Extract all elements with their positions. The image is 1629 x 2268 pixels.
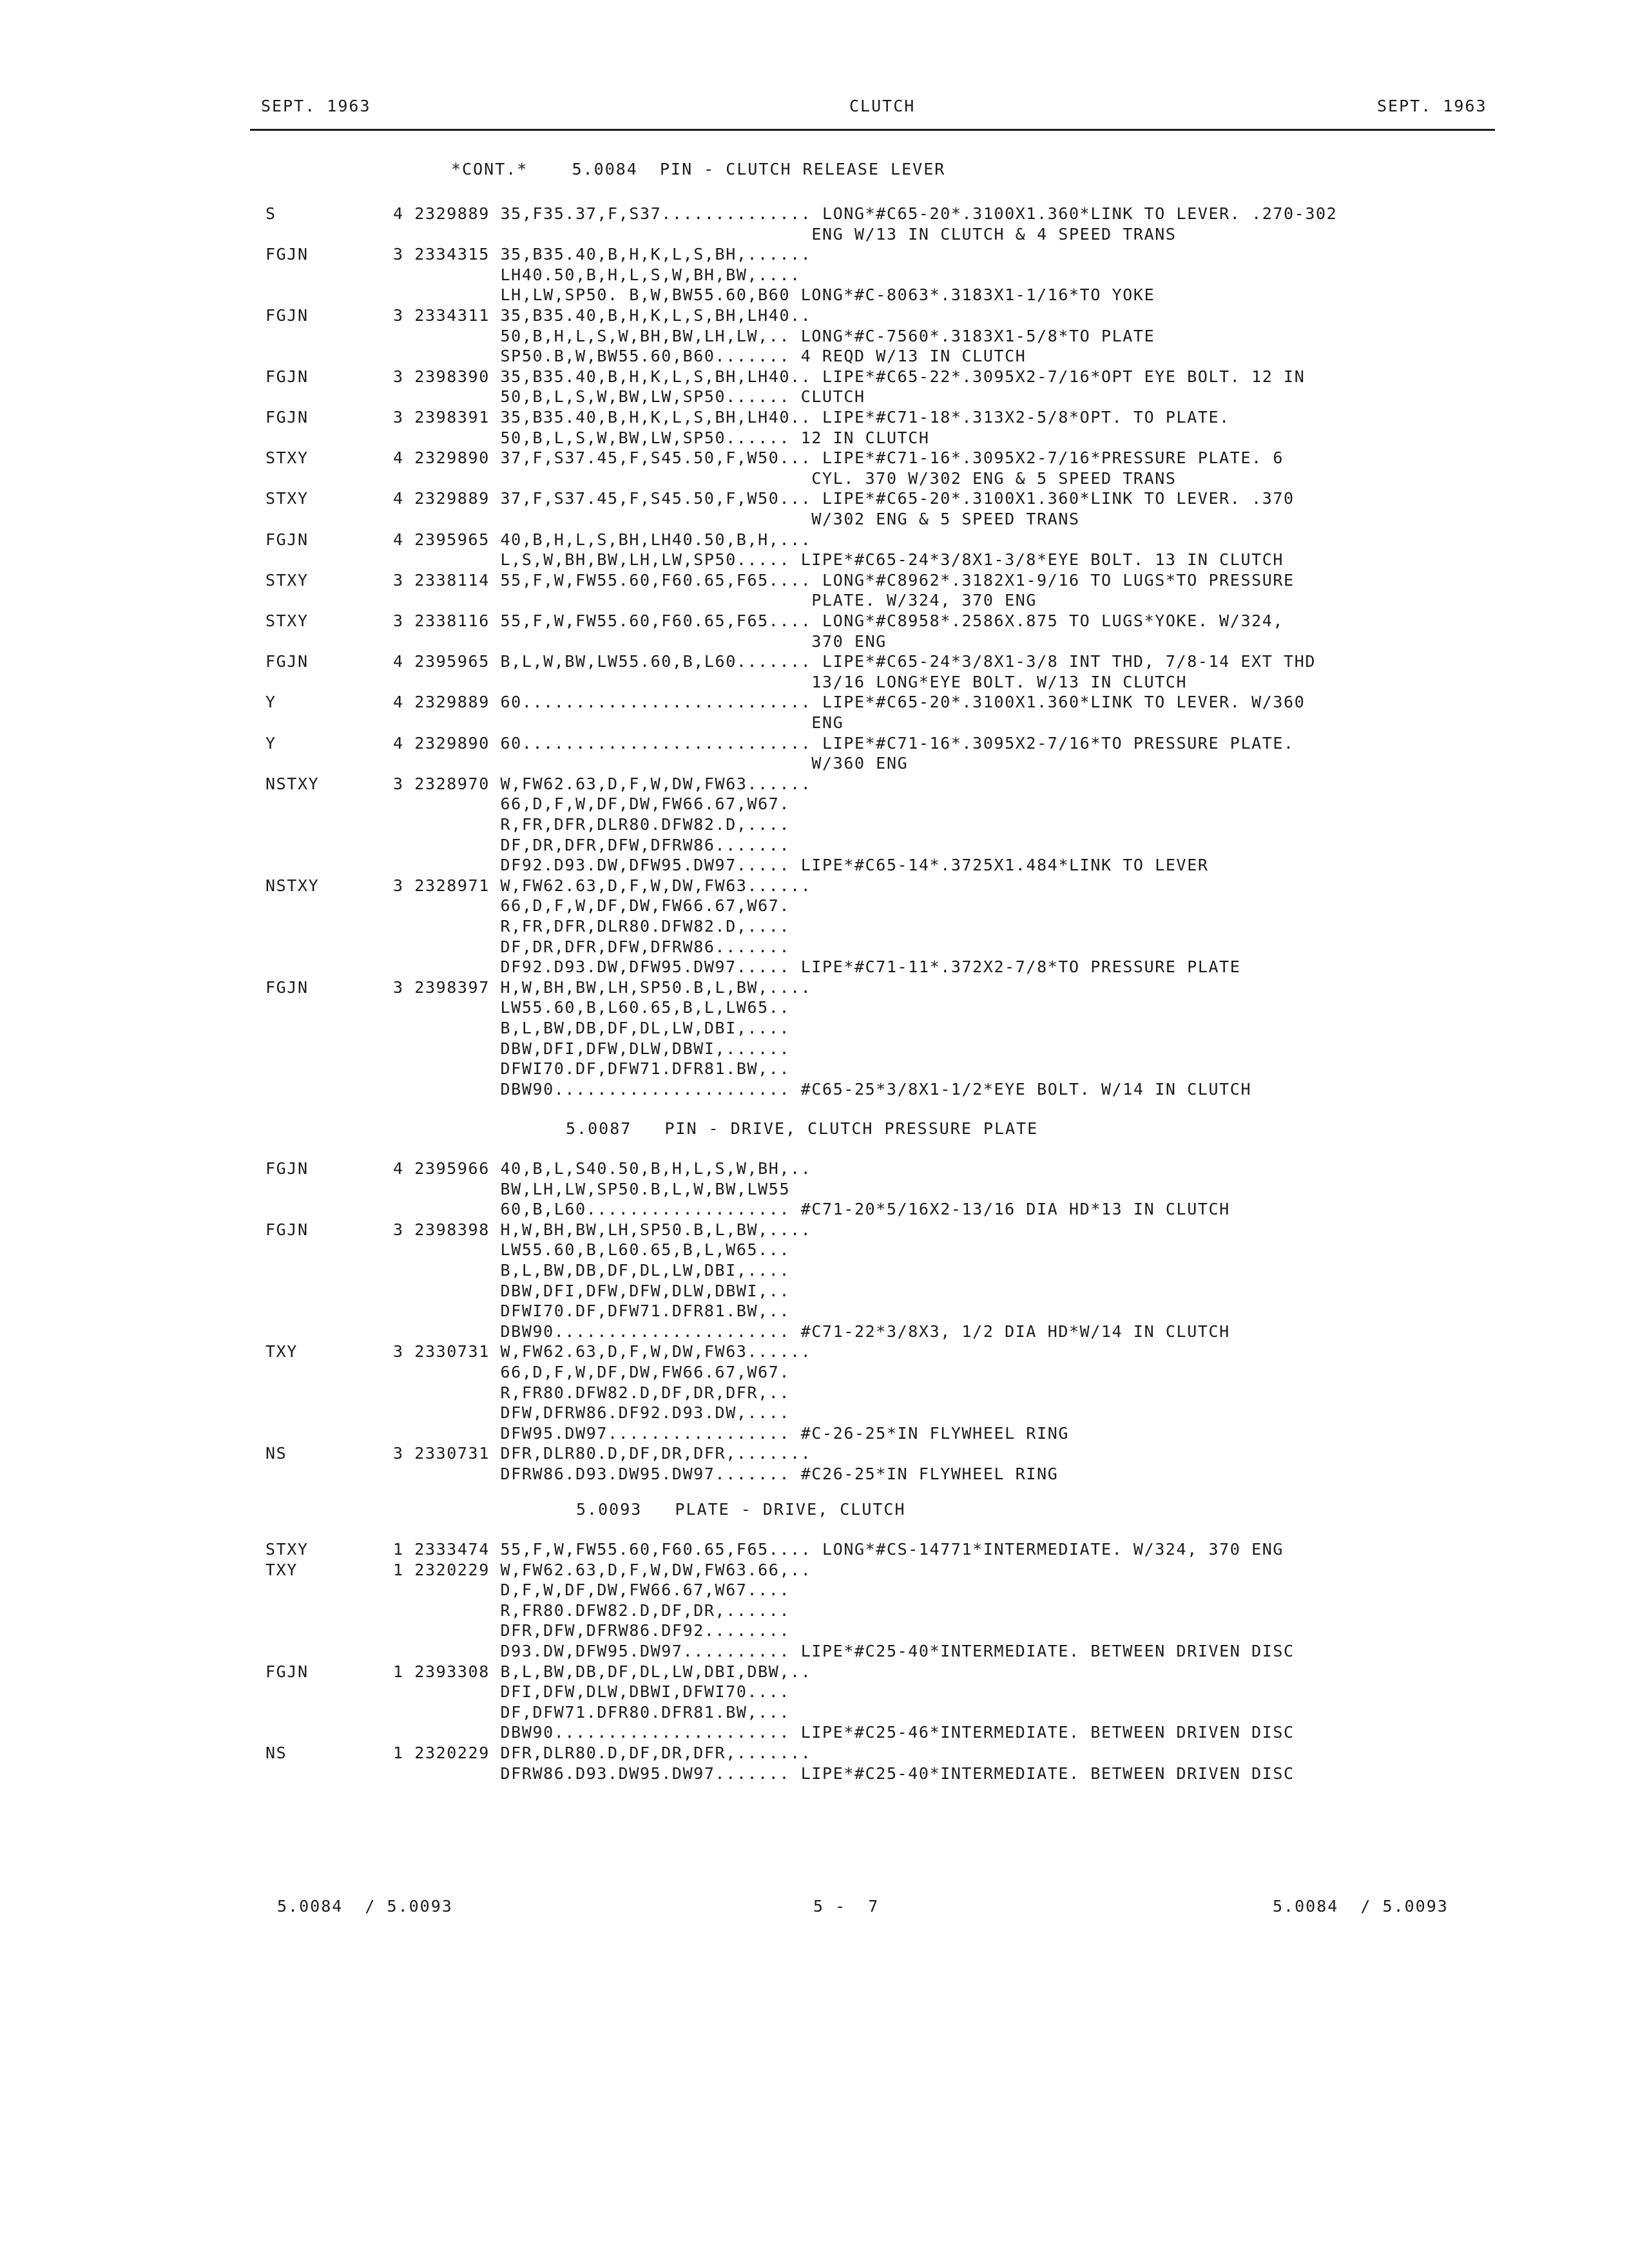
entry-line: R,FR,DFR,DLR80.DFW82.D,....	[393, 815, 791, 834]
entry-code: FGJN	[265, 306, 309, 325]
entry-code: FGJN	[265, 977, 309, 997]
entry-code: FGJN	[265, 1662, 309, 1681]
entry-line: 50,B,L,S,W,BW,LW,SP50...... 12 IN CLUTCH	[393, 428, 930, 447]
entry-line: 50,B,H,L,S,W,BH,BW,LH,LW,.. LONG*#C-7560*.3183X1-5/8*TO PLATE	[393, 326, 1155, 345]
entry-line: 3 2328971 W,FW62.63,D,F,W,DW,FW63......	[393, 876, 812, 895]
entry-line: 4 2395965 B,L,W,BW,LW55.60,B,L60....... LIPE*#C65-24*3/8X1-3/8 INT THD, 7/8-14 EXT THD	[393, 652, 1316, 671]
entry-line: 3 2398390 35,B35.40,B,H,K,L,S,BH,LH40.. LIPE*#C65-22*.3095X2-7/16*OPT EYE BOLT. 12 IN	[393, 367, 1306, 386]
entry-line: D,F,W,DF,DW,FW66.67,W67....	[393, 1581, 791, 1600]
section-title: *CONT.* 5.0084 PIN - CLUTCH RELEASE LEVER	[451, 160, 946, 178]
entry-line: R,FR80.DFW82.D,DF,DR,......	[393, 1600, 791, 1620]
entry-line: DBW90...................... #C71-22*3/8X3, 1/2 DIA HD*W/14 IN CLUTCH	[393, 1321, 1230, 1341]
entry-line: DFR,DFW,DFRW86.DF92........	[393, 1621, 791, 1640]
entry-line: ENG W/13 IN CLUTCH & 4 SPEED TRANS	[393, 224, 1177, 244]
footer-right: 5.0084 / 5.0093	[1273, 1897, 1449, 1916]
entry-line: 370 ENG	[393, 631, 887, 651]
entry-code: FGJN	[265, 408, 309, 427]
entry-line: DF92.D93.DW,DFW95.DW97..... LIPE*#C71-11*.372X2-7/8*TO PRESSURE PLATE	[393, 957, 1241, 977]
entry-line: LH,LW,SP50. B,W,BW55.60,B60 LONG*#C-8063*.3183X1-1/16*TO YOKE	[393, 285, 1155, 305]
entry-code: TXY	[265, 1342, 298, 1361]
entry-line: 60,B,L60................... #C71-20*5/16X2-13/16 DIA HD*13 IN CLUTCH	[393, 1200, 1230, 1219]
header-left: SEPT. 1963	[261, 97, 371, 115]
entry-line: 4 2395965 40,B,H,L,S,BH,LH40.50,B,H,...	[393, 530, 812, 549]
entry-code: STXY	[265, 1540, 309, 1559]
entry-line: 1 2320229 W,FW62.63,D,F,W,DW,FW63.66,..	[393, 1560, 812, 1579]
entry-code: FGJN	[265, 652, 309, 671]
entry-line: B,L,BW,DB,DF,DL,LW,DBI,....	[393, 1019, 791, 1037]
entry-line: W/360 ENG	[393, 754, 909, 773]
entry-code: FGJN	[265, 245, 309, 264]
entry-line: B,L,BW,DB,DF,DL,LW,DBI,....	[393, 1261, 791, 1280]
entry-line: 4 2329890 60........................... LIPE*#C71-16*.3095X2-7/16*TO PRESSURE PLATE.	[393, 733, 1295, 753]
entry-code: STXY	[265, 570, 309, 590]
entry-line: 1 2393308 B,L,BW,DB,DF,DL,LW,DBI,DBW,..	[393, 1662, 812, 1681]
entry-line: LW55.60,B,L60.65,B,L,W65...	[393, 1240, 791, 1260]
entry-line: 4 2395966 40,B,L,S40.50,B,H,L,S,W,BH,..	[393, 1159, 812, 1178]
entry-line: 4 2329889 35,F35.37,F,S37.............. LONG*#C65-20*.3100X1.360*LINK TO LEVER. .270-302	[393, 204, 1338, 223]
header-right: SEPT. 1963	[1377, 97, 1487, 115]
entry-code: FGJN	[265, 1220, 309, 1239]
entry-line: LW55.60,B,L60.65,B,L,LW65..	[393, 998, 791, 1017]
entry-line: 4 2329889 37,F,S37.45,F,S45.50,F,W50... LIPE*#C65-20*.3100X1.360*LINK TO LEVER. .370	[393, 489, 1295, 508]
entry-line: 4 2329890 37,F,S37.45,F,S45.50,F,W50... LIPE*#C71-16*.3095X2-7/16*PRESSURE PLATE. 6	[393, 448, 1284, 468]
entry-line: 50,B,L,S,W,BW,LW,SP50...... CLUTCH	[393, 387, 865, 407]
footer-left: 5.0084 / 5.0093	[277, 1897, 453, 1916]
section-title: 5.0093 PLATE - DRIVE, CLUTCH	[576, 1500, 906, 1519]
entry-line: DF92.D93.DW,DFW95.DW97..... LIPE*#C65-14*.3725X1.484*LINK TO LEVER	[393, 856, 1209, 875]
entry-line: 3 2330731 DFR,DLR80.D,DF,DR,DFR,.......	[393, 1444, 812, 1463]
entry-line: DBW,DFI,DFW,DLW,DBWI,......	[393, 1039, 791, 1058]
entry-code: STXY	[265, 489, 309, 508]
entry-line: DFW,DFRW86.DF92.D93.DW,....	[393, 1403, 791, 1423]
entry-code: STXY	[265, 611, 309, 630]
entry-code: S	[265, 204, 276, 223]
entry-code: NS	[265, 1444, 287, 1463]
entry-code: FGJN	[265, 367, 309, 386]
entry-line: 4 2329889 60........................... LIPE*#C65-20*.3100X1.360*LINK TO LEVER. W/360	[393, 693, 1306, 712]
entry-code: NSTXY	[265, 774, 320, 793]
entry-line: 3 2328970 W,FW62.63,D,F,W,DW,FW63......	[393, 774, 812, 793]
entry-line: DFWI70.DF,DFW71.DFR81.BW,..	[393, 1059, 791, 1079]
entry-line: L,S,W,BH,BW,LH,LW,SP50..... LIPE*#C65-24*3/8X1-3/8*EYE BOLT. 13 IN CLUTCH	[393, 550, 1284, 570]
entry-line: 3 2338116 55,F,W,FW55.60,F60.65,F65.... LONG*#C8958*.2586X.875 TO LUGS*YOKE. W/324,	[393, 611, 1284, 630]
entry-code: TXY	[265, 1560, 298, 1579]
entry-line: 3 2398397 H,W,BH,BW,LH,SP50.B,L,BW,....	[393, 977, 812, 997]
entry-line: 3 2398391 35,B35.40,B,H,K,L,S,BH,LH40.. LIPE*#C71-18*.313X2-5/8*OPT. TO PLATE.	[393, 408, 1230, 427]
entry-line: DBW90...................... #C65-25*3/8X1-1/2*EYE BOLT. W/14 IN CLUTCH	[393, 1079, 1252, 1099]
entry-line: DF,DR,DFR,DFW,DFRW86.......	[393, 937, 791, 956]
entry-line: DFI,DFW,DLW,DBWI,DFWI70....	[393, 1682, 791, 1702]
entry-code: NSTXY	[265, 876, 320, 895]
entry-line: 3 2338114 55,F,W,FW55.60,F60.65,F65.... LONG*#C8962*.3182X1-9/16 TO LUGS*TO PRESSURE	[393, 570, 1295, 590]
entry-code: FGJN	[265, 530, 309, 549]
entry-line: 3 2334311 35,B35.40,B,H,K,L,S,BH,LH40..	[393, 306, 812, 325]
entry-line: R,FR80.DFW82.D,DF,DR,DFR,..	[393, 1383, 791, 1402]
entry-line: DFRW86.D93.DW95.DW97....... #C26-25*IN FLYWHEEL RING	[393, 1465, 1059, 1483]
entry-line: 13/16 LONG*EYE BOLT. W/13 IN CLUTCH	[393, 672, 1188, 691]
entry-line: ENG	[393, 713, 844, 732]
entry-line: 1 2320229 DFR,DLR80.D,DF,DR,DFR,.......	[393, 1744, 812, 1762]
entry-line: BW,LH,LW,SP50.B,L,W,BW,LW55	[393, 1179, 791, 1198]
entry-line: DBW,DFI,DFW,DFW,DLW,DBWI,..	[393, 1281, 791, 1300]
entry-line: DFWI70.DF,DFW71.DFR81.BW,..	[393, 1302, 791, 1321]
entry-code: Y	[265, 733, 276, 753]
entry-line: 1 2333474 55,F,W,FW55.60,F60.65,F65.... LONG*#CS-14771*INTERMEDIATE. W/324, 370 ENG	[393, 1540, 1284, 1559]
entry-code: NS	[265, 1744, 287, 1762]
section-title: 5.0087 PIN - DRIVE, CLUTCH PRESSURE PLATE	[566, 1119, 1039, 1138]
entry-line: 3 2398398 H,W,BH,BW,LH,SP50.B,L,BW,....	[393, 1220, 812, 1239]
entry-line: DF,DFW71.DFR80.DFR81.BW,...	[393, 1702, 791, 1722]
entry-line: 3 2330731 W,FW62.63,D,F,W,DW,FW63......	[393, 1342, 812, 1361]
entry-line: 66,D,F,W,DF,DW,FW66.67,W67.	[393, 794, 791, 814]
entry-line: DBW90...................... LIPE*#C25-46*INTERMEDIATE. BETWEEN DRIVEN DISC	[393, 1723, 1295, 1742]
entry-code: Y	[265, 693, 276, 712]
entry-line: CYL. 370 W/302 ENG & 5 SPEED TRANS	[393, 468, 1177, 488]
header-rule	[250, 129, 1495, 131]
entry-code: FGJN	[265, 1159, 309, 1178]
entry-line: DFRW86.D93.DW95.DW97....... LIPE*#C25-40*INTERMEDIATE. BETWEEN DRIVEN DISC	[393, 1763, 1295, 1783]
entry-line: R,FR,DFR,DLR80.DFW82.D,....	[393, 917, 791, 936]
entry-line: 3 2334315 35,B35.40,B,H,K,L,S,BH,......	[393, 245, 812, 264]
header-center: CLUTCH	[849, 97, 916, 115]
entry-line: DF,DR,DFR,DFW,DFRW86.......	[393, 835, 791, 854]
entry-line: LH40.50,B,H,L,S,W,BH,BW,....	[393, 265, 801, 284]
entry-line: SP50.B,W,BW55.60,B60....... 4 REQD W/13 IN CLUTCH	[393, 347, 1027, 366]
entry-code: STXY	[265, 448, 309, 468]
entry-line: D93.DW,DFW95.DW97.......... LIPE*#C25-40*INTERMEDIATE. BETWEEN DRIVEN DISC	[393, 1642, 1295, 1660]
footer-center: 5 - 7	[813, 1897, 880, 1916]
entry-line: PLATE. W/324, 370 ENG	[393, 591, 1037, 610]
entry-line: W/302 ENG & 5 SPEED TRANS	[393, 510, 1080, 528]
entry-line: 66,D,F,W,DF,DW,FW66.67,W67.	[393, 1363, 791, 1381]
entry-line: DFW95.DW97................. #C-26-25*IN FLYWHEEL RING	[393, 1423, 1070, 1443]
entry-line: 66,D,F,W,DF,DW,FW66.67,W67.	[393, 896, 791, 916]
